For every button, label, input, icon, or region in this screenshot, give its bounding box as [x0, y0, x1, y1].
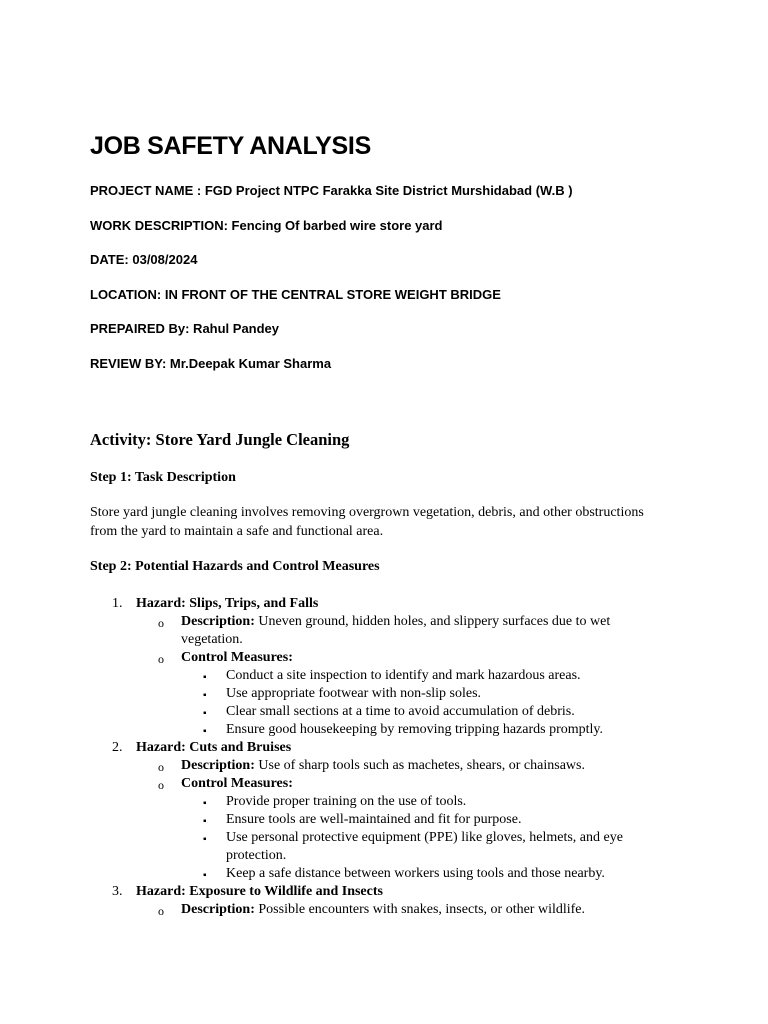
work-description: WORK DESCRIPTION: Fencing Of barbed wire store yard: [90, 218, 443, 233]
control-item: Conduct a site inspection to identify and mark hazardous areas.: [226, 668, 581, 683]
hazard-number: 3.: [112, 884, 123, 899]
square-bullet: ▪: [203, 798, 207, 809]
project-name: PROJECT NAME : FGD Project NTPC Farakka Site District Murshidabad (W.B ): [90, 183, 573, 198]
hazard-description: Description: Possible encounters with snakes, insects, or other wildlife.: [181, 902, 585, 917]
document-title: JOB SAFETY ANALYSIS: [90, 132, 371, 160]
prepared-by: PREPAIRED By: Rahul Pandey: [90, 321, 280, 336]
hazard-title: Hazard: Cuts and Bruises: [136, 740, 292, 755]
hazard-description: Description: Use of sharp tools such as machetes, shears, or chainsaws.: [181, 758, 585, 773]
hazard-title: Hazard: Exposure to Wildlife and Insects: [136, 884, 383, 899]
hazard-description: Description: Uneven ground, hidden holes, and slippery surfaces due to wet: [181, 614, 611, 629]
square-bullet: ▪: [203, 672, 207, 683]
hazard-number: 1.: [112, 596, 123, 611]
square-bullet: ▪: [203, 870, 207, 881]
square-bullet: ▪: [203, 816, 207, 827]
circle-bullet: o: [158, 616, 164, 630]
square-bullet: ▪: [203, 708, 207, 719]
location: LOCATION: IN FRONT OF THE CENTRAL STORE WEIGHT BRIDGE: [90, 287, 501, 302]
control-item: Clear small sections at a time to avoid accumulation of debris.: [226, 704, 575, 719]
control-item-cont: protection.: [226, 848, 287, 863]
circle-bullet: o: [158, 760, 164, 774]
control-item: Keep a safe distance between workers using tools and those nearby.: [226, 866, 605, 881]
activity-heading: Activity: Store Yard Jungle Cleaning: [90, 430, 350, 449]
square-bullet: ▪: [203, 690, 207, 701]
control-measures-label: Control Measures:: [181, 650, 293, 665]
step1-heading: Step 1: Task Description: [90, 470, 236, 485]
circle-bullet: o: [158, 778, 164, 792]
step2-heading: Step 2: Potential Hazards and Control Measures: [90, 559, 380, 574]
hazard-title: Hazard: Slips, Trips, and Falls: [136, 596, 319, 611]
square-bullet: ▪: [203, 834, 207, 845]
hazard-description-cont: vegetation.: [181, 632, 243, 647]
step1-text: Store yard jungle cleaning involves removing overgrown vegetation, debris, and other obstructions from the yard to maintain a safe and functional area.: [90, 505, 644, 539]
hazard-number: 2.: [112, 740, 123, 755]
date: DATE: 03/08/2024: [90, 252, 198, 267]
control-item: Use personal protective equipment (PPE) like gloves, helmets, and eye: [226, 830, 623, 845]
circle-bullet: o: [158, 904, 164, 918]
review-by: REVIEW BY: Mr.Deepak Kumar Sharma: [90, 356, 332, 371]
control-item: Ensure tools are well-maintained and fit for purpose.: [226, 812, 522, 827]
control-item: Use appropriate footwear with non-slip soles.: [226, 686, 482, 701]
control-item: Ensure good housekeeping by removing tripping hazards promptly.: [226, 722, 604, 737]
circle-bullet: o: [158, 652, 164, 666]
square-bullet: ▪: [203, 726, 207, 737]
control-measures-label: Control Measures:: [181, 776, 293, 791]
control-item: Provide proper training on the use of tools.: [226, 794, 467, 809]
